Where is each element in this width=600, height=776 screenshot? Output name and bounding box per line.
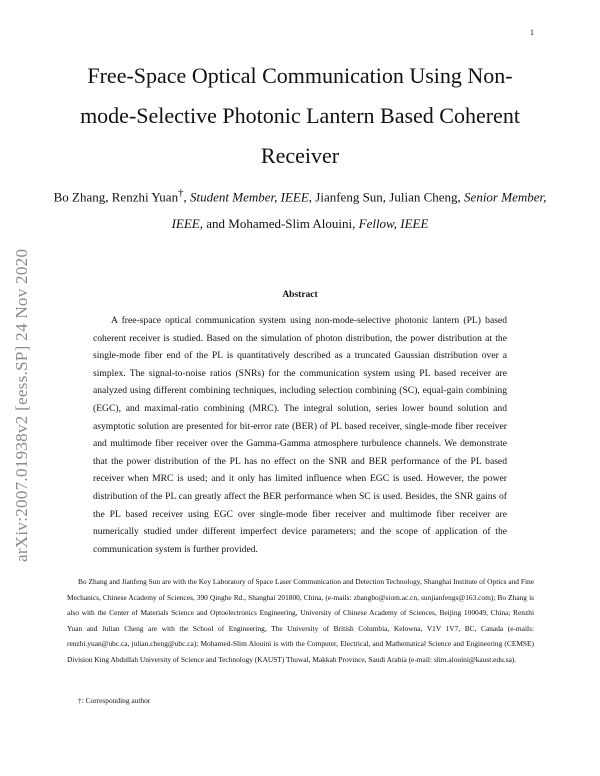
author-names-2: , Jianfeng Sun, Julian Cheng, [308, 189, 465, 205]
author-list [50, 180, 550, 237]
author-role-senior: Senior Member, IEEE [171, 189, 547, 232]
corresponding-author-note: †: Corresponding author [78, 696, 151, 705]
arxiv-identifier-stamp: arXiv:2007.01938v2 [eess.SP] 24 Nov 2020 [12, 248, 31, 562]
affiliation-footnote: Bo Zhang and Jianfeng Sun are with the Key Laboratory of Space Laser Communication and Detection Technology, Shanghai Institute of Optics and Fine Mechanics, Chinese Academy of Sciences, 390 Qinghe Rd., Shanghai 201800, China, (e-mails: zhangbo@siom.ac.cn, sunjianfengs@163.com); Bo Zhang is also with the Center of Materials Science and Optoelectronics Engineering, University of Chinese Academy of Sciences, Beijing 100049, China; Renzhi Yuan and Julian Cheng are with the School of Engineering, The University of British Columbia, Kelowna, V1V 1V7, BC, Canada (e-mails: renzhi.yuan@ubc.ca, julian.cheng@ubc.ca); Mohamed-Slim Alouini is with the Computer, Electrical, and Mathematical Science and Engineering (CEMSE) Division King Abdullah University of Science and Technology (KAUST) Thuwal, Makkah Province, Saudi Arabia (e-mail: slim.alouini@kaust.edu.sa). [67, 577, 534, 664]
abstract-heading: Abstract [282, 290, 318, 300]
page-number: 1 [530, 28, 534, 37]
corresponding-dagger: † [178, 187, 184, 199]
author-role-fellow: Fellow, IEEE [358, 216, 429, 232]
author-sep-1: , [183, 189, 190, 205]
abstract-body: A free-space optical communication system using non-mode-selective photonic lantern (PL) based coherent receiver is studied. Based on the simulation of photon distribution, the power distribution at the single-mode fiber end of the PL is quantitatively described as a truncated Gaussian distribution over a simplex. The signal-to-noise ratios (SNRs) for the communication system using PL based receiver are analyzed using different combining techniques, including selection combining (SC), equal-gain combining (EGC), and maximal-ratio combining (MRC). The integral solution, series lower bound solution and asymptotic solution are presented for bit-error rate (BER) of PL based receiver, single-mode fiber receiver and multimode fiber receiver over the Gamma-Gamma atmosphere turbulence channels. We demonstrate that the power distribution of the PL has no effect on the SNR and BER performance of the PL based receiver when MRC is used; and it only has limited influence when EGC is used. However, the power distribution of the PL can greatly affect the BER performance when SC is used. Besides, the SNR gains of the PL based receiver using EGC over single-mode fiber receiver and multimode fiber receiver are numerically studied under different imperfect device parameters; and the scope of application of the communication system is further provided. [93, 315, 507, 555]
author-role-student: Student Member, IEEE [190, 189, 309, 205]
author-names-1: Bo Zhang, Renzhi Yuan [53, 189, 179, 205]
author-names-3: , and Mohamed-Slim Alouini, [199, 216, 359, 232]
paper-title: Free-Space Optical Communication Using Non-mode-Selective Photonic Lantern Based Coherent Receiver [80, 63, 520, 168]
